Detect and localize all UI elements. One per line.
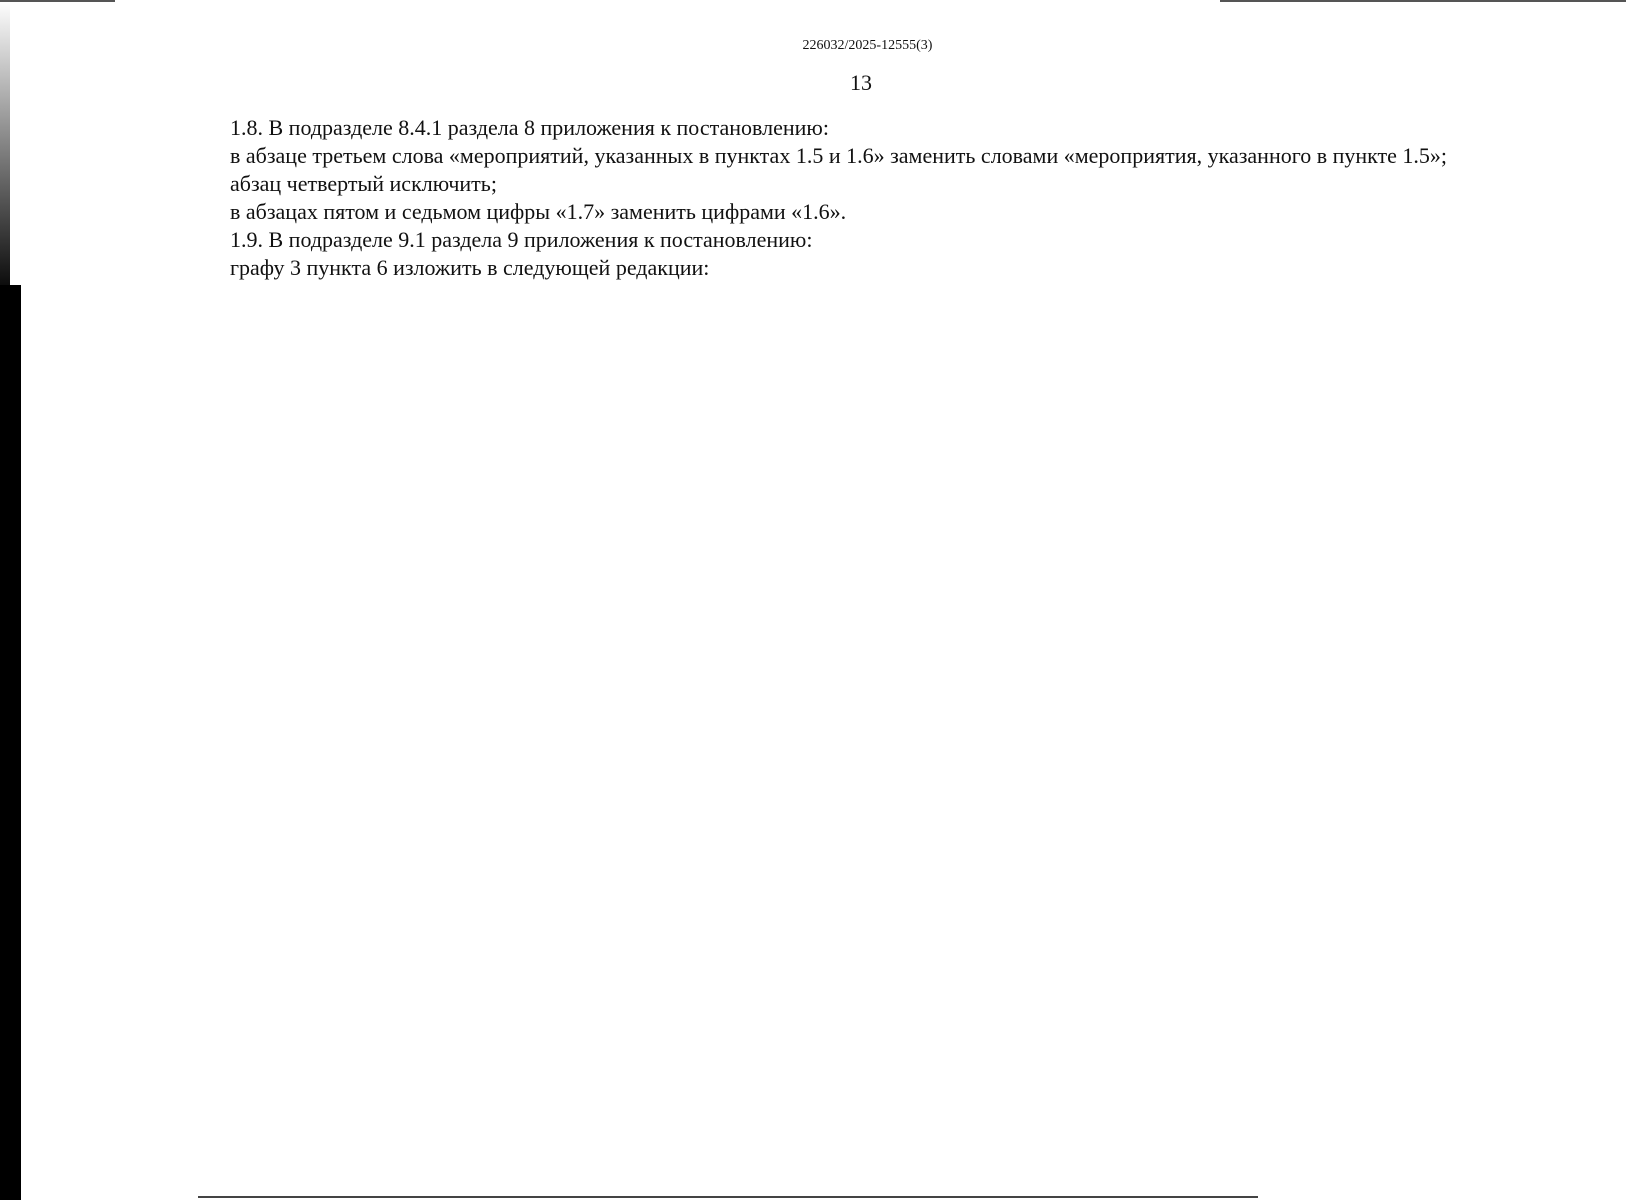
paragraph: графу 3 пункта 6 изложить в следующей редакции: [230,255,710,280]
scan-top-edge [1220,0,1626,2]
paragraph: 1.9. В подразделе 9.1 раздела 9 приложения к постановлению: [230,227,813,252]
paragraph: 1.8. В подразделе 8.4.1 раздела 8 приложения к постановлению: [230,115,829,140]
paragraph: в абзаце третьем слова «мероприятий, указанных в пунктах 1.5 и 1.6» заменить словами «мероприятия, указанного в пункте 1.5»; [230,143,1448,168]
scan-edge-border [0,285,21,1200]
page-number: 13 [850,70,872,95]
scan-bottom-edge [198,1196,1258,1198]
paragraph: в абзацах пятом и седьмом цифры «1.7» заменить цифрами «1.6». [230,199,847,224]
scan-top-edge [0,0,115,2]
paragraph: абзац четвертый исключить; [230,171,497,196]
document-id: 226032/2025-12555(3) [802,38,933,53]
document-body [230,114,1447,282]
